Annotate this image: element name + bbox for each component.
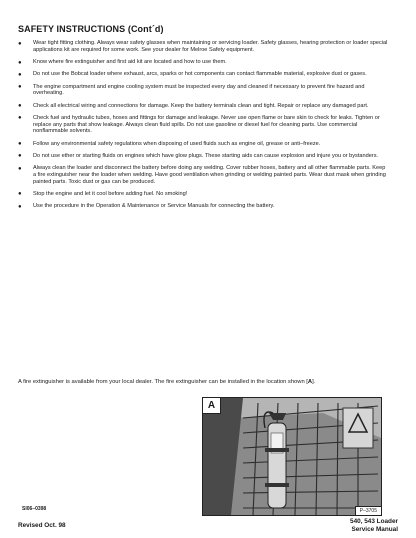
bullet-icon: ● <box>18 191 22 198</box>
list-item <box>18 191 388 198</box>
list-item <box>18 203 388 210</box>
figure-reference: A <box>307 379 313 385</box>
bullet-icon: ● <box>18 165 22 172</box>
list-item <box>18 115 388 135</box>
bullet-icon: ● <box>18 84 22 91</box>
fire-extinguisher-photo <box>202 397 382 516</box>
list-item <box>18 84 388 97</box>
bullet-text: Use the procedure in the Operation & Maintenance or Service Manuals for connecting the battery. <box>33 203 275 210</box>
fire-extinguisher-paragraph <box>18 379 398 386</box>
list-item <box>18 59 388 66</box>
bullet-icon: ● <box>18 40 22 47</box>
bullet-text: Follow any environmental safety regulations when disposing of used fluids such as engine oil, grease or anti–freeze. <box>33 140 321 147</box>
list-item <box>18 153 388 160</box>
bullet-text: Do not use ether or starting fluids on engines which have glow plugs. These starting aids can cause explosion and injure you or bystanders. <box>33 152 379 159</box>
figure-label: A <box>203 398 221 414</box>
cab-interior-illustration <box>203 398 381 515</box>
manual-name: Service Manual <box>351 525 398 533</box>
bullet-icon: ● <box>18 71 22 78</box>
manual-title <box>350 518 398 533</box>
bullet-icon: ● <box>18 141 22 148</box>
mounting-strap <box>265 448 289 452</box>
safety-bullet-list <box>18 40 388 215</box>
paragraph-end: ]. <box>312 379 316 385</box>
bullet-text: Do not use the Bobcat loader where exhaust, arcs, sparks or hot components can contact flammable material, explosive dust or gases. <box>33 71 367 78</box>
bullet-text: Check all electrical wiring and connections for damage. Keep the battery terminals clean and tight. Repair or replace any damaged part. <box>33 102 369 109</box>
bullet-text: Always clean the loader and disconnect the battery before doing any welding. Cover rubber hoses, battery and all other flammable parts. Keep a fire extinguisher near the loader when welding. Have good ventilation when grinding or welding painted parts. Wear dust mask when grinding painted parts. Toxic dust or gas can be produced. <box>33 165 386 185</box>
list-item <box>18 71 388 78</box>
bullet-icon: ● <box>18 203 22 210</box>
document-code: SI06–0398 <box>22 506 47 512</box>
bullet-text: Wear tight fitting clothing. Always wear safety glasses when maintaining or servicing loader. Safety glasses, hearing protection or loader special applications kit are required for some work. See your dealer for Melroe Safety equipment. <box>33 40 388 53</box>
bullet-icon: ● <box>18 153 22 160</box>
bullet-icon: ● <box>18 103 22 110</box>
bullet-icon: ● <box>18 115 22 122</box>
bullet-icon: ● <box>18 59 22 66</box>
list-item <box>18 103 388 110</box>
bullet-text: Check fuel and hydraulic tubes, hoses and fittings for damage and leakage. Never use open flame or bare skin to check for leaks. Tighten or replace any parts that show leakage. Always clean fluid spills. Do not use gasoline or diesel fuel for cleaning parts. Use commercial nonflammable solvents. <box>33 114 380 135</box>
revision-date: Revised Oct. 98 <box>18 522 66 529</box>
mounting-strap <box>265 483 289 487</box>
bullet-text: The engine compartment and engine cooling system must be inspected every day and cleaned if necessary to prevent fire hazard and overheating. <box>33 83 365 97</box>
paragraph-text: A fire extinguisher is available from your local dealer. The fire extinguisher can be installed in the location shown [ <box>18 379 308 385</box>
page-title: SAFETY INSTRUCTIONS (Cont´d) <box>18 24 164 34</box>
bullet-text: Stop the engine and let it cool before adding fuel. No smoking! <box>33 190 188 197</box>
list-item <box>18 141 388 148</box>
list-item <box>18 165 388 185</box>
model-name: 540, 543 Loader <box>350 518 398 525</box>
bullet-text: Know where fire extinguisher and first aid kit are located and how to use them. <box>33 59 227 65</box>
list-item <box>18 40 388 53</box>
figure-number: P–3705 <box>355 506 381 515</box>
